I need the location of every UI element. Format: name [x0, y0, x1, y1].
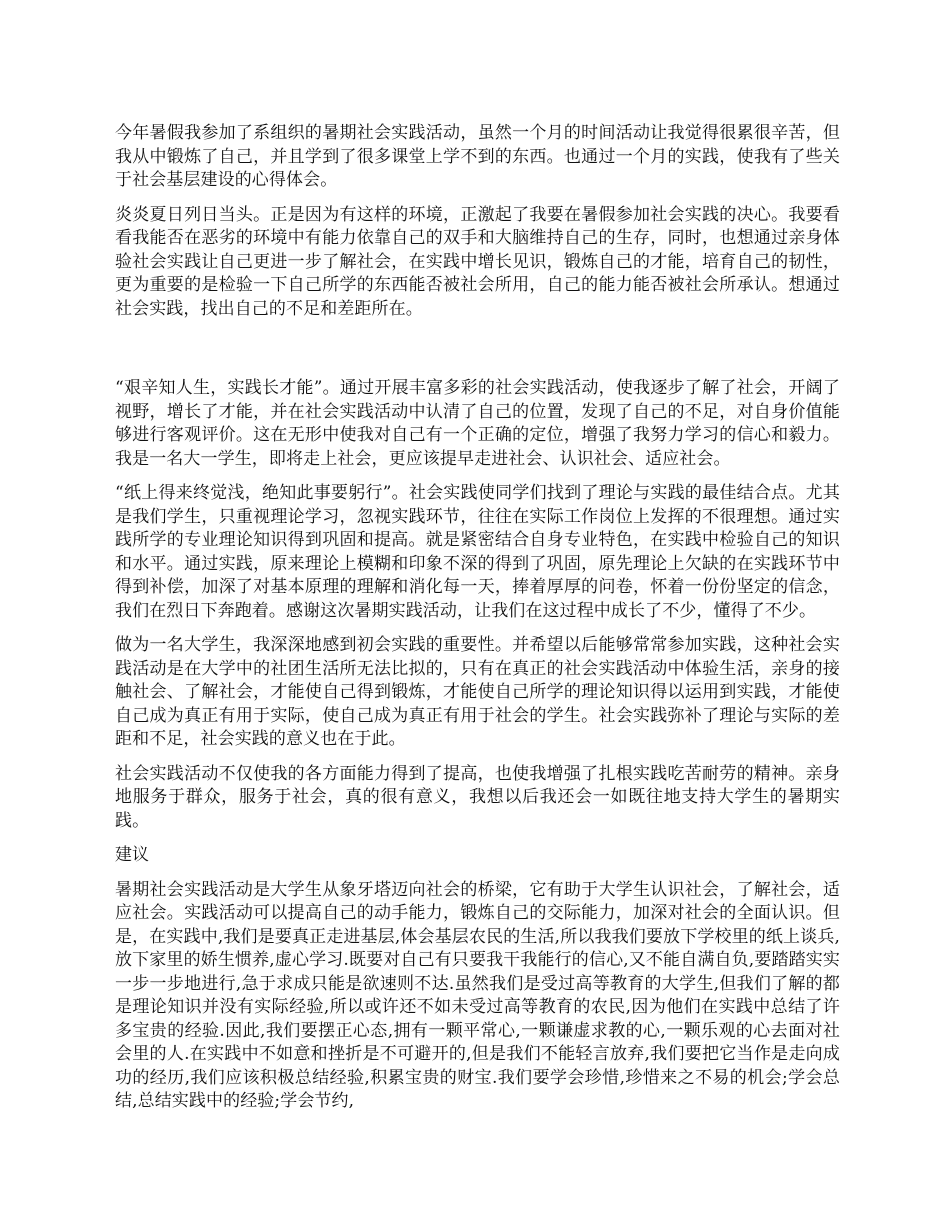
paragraph-importance: 做为一名大学生，我深深地感到初会实践的重要性。并希望以后能够常常参加实践，这种社会实践活动是在大学中的社团生活所无法比拟的，只有在真正的社会实践活动中体验生活，亲身的接触社会、了解社会，才能使自己得到锻炼，才能使自己所学的理论知识得以运用到实践，才能使自己成为真正有用于实际，使自己成为真正有用于社会的学生。社会实践弥补了理论与实际的差距和不足，社会实践的意义也在于此。 — [115, 635, 840, 749]
paragraph-hardship: “艰辛知人生，实践长才能”。通过开展丰富多彩的社会实践活动，使我逐步了解了社会，开阔了视野，增长了才能，并在社会实践活动中认清了自己的位置，发现了自己的不足，对自身价值能够进行客观评价。这在无形中使我对自己有一个正确的定位，增强了我努力学习的信心和毅力。我是一名大一学生，即将走上社会，更应该提早走进社会、认识社会、适应社会。 — [115, 378, 840, 469]
paragraph-intro: 今年暑假我参加了系组织的暑期社会实践活动，虽然一个月的时间活动让我觉得很累很辛苦，但我从中锻炼了自己，并且学到了很多课堂上学不到的东西。也通过一个月的实践，使我有了些关于社会基层建设的心得体会。 — [115, 123, 840, 190]
paragraph-suggestion: 暑期社会实践活动是大学生从象牙塔迈向社会的桥梁，它有助于大学生认识社会，了解社会，适应社会。实践活动可以提高自己的动手能力，锻炼自己的交际能力，加深对社会的全面认识。但是，在实践中,我们是要真正走进基层,体会基层农民的生活,所以我我们要放下学校里的纸上谈兵,放下家里的娇生惯养,虚心学习.既要对自己有只要我干我能行的信心,又不能自满自负,要踏踏实实一步一步地进行,急于求成只能是欲速则不达.虽然我们是受过高等教育的大学生,但我们了解的都是理论知识并没有实际经验,所以或许还不如未受过高等教育的农民,因为他们在实践中总结了许多宝贵的经验.因此,我们要摆正心态,拥有一颗平常心,一颗谦虚求教的心,一颗乐观的心去面对社会里的人.在实践中不如意和挫折是不可避开的,但是我们不能轻言放弃,我们要把它当作是走向成功的经历,我们应该积极总结经验,积累宝贵的财宝.我们要学会珍惜,珍惜来之不易的机会;学会总结,总结实践中的经验;学会节约, — [115, 879, 840, 1111]
paragraph-ability: 社会实践活动不仅使我的各方面能力得到了提高，也使我增强了扎根实践吃苦耐劳的精神。亲身地服务于群众，服务于社会，真的很有意义，我想以后我还会一如既往地支持大学生的暑期实践。 — [115, 763, 840, 831]
paragraph-theory-practice: “纸上得来终觉浅，绝知此事要躬行”。社会实践使同学们找到了理论与实践的最佳结合点。尤其是我们学生，只重视理论学习，忽视实践环节，往往在实际工作岗位上发挥的不很理想。通过实践所学的专业理论知识得到巩固和提高。就是紧密结合自身专业特色，在实践中检验自己的知识和水平。通过实践，原来理论上模糊和印象不深的得到了巩固，原先理论上欠缺的在实践环节中得到补偿，加深了对基本原理的理解和消化每一天，捧着厚厚的问卷，怀着一份份坚定的信念，我们在烈日下奔跑着。感谢这次暑期实践活动，让我们在这过程中成长了不少，懂得了不少。 — [115, 483, 840, 621]
document-page — [115, 122, 840, 1125]
paragraph-motivation: 炎炎夏日列日当头。正是因为有这样的环境，正激起了我要在暑假参加社会实践的决心。我要看看我能否在恶劣的环境中有能力依靠自己的双手和大脑维持自己的生存，同时，也想通过亲身体验社会实践让自己更进一步了解社会，在实践中增长见识，锻炼自己的才能，培育自己的韧性，更为重要的是检验一下自己所学的东西能否被社会所用，自己的能力能否被社会所承认。想通过社会实践，找出自己的不足和差距所在。 — [115, 204, 840, 319]
paragraph-spacer — [115, 332, 840, 377]
section-heading-suggestion: 建议 — [115, 845, 149, 865]
